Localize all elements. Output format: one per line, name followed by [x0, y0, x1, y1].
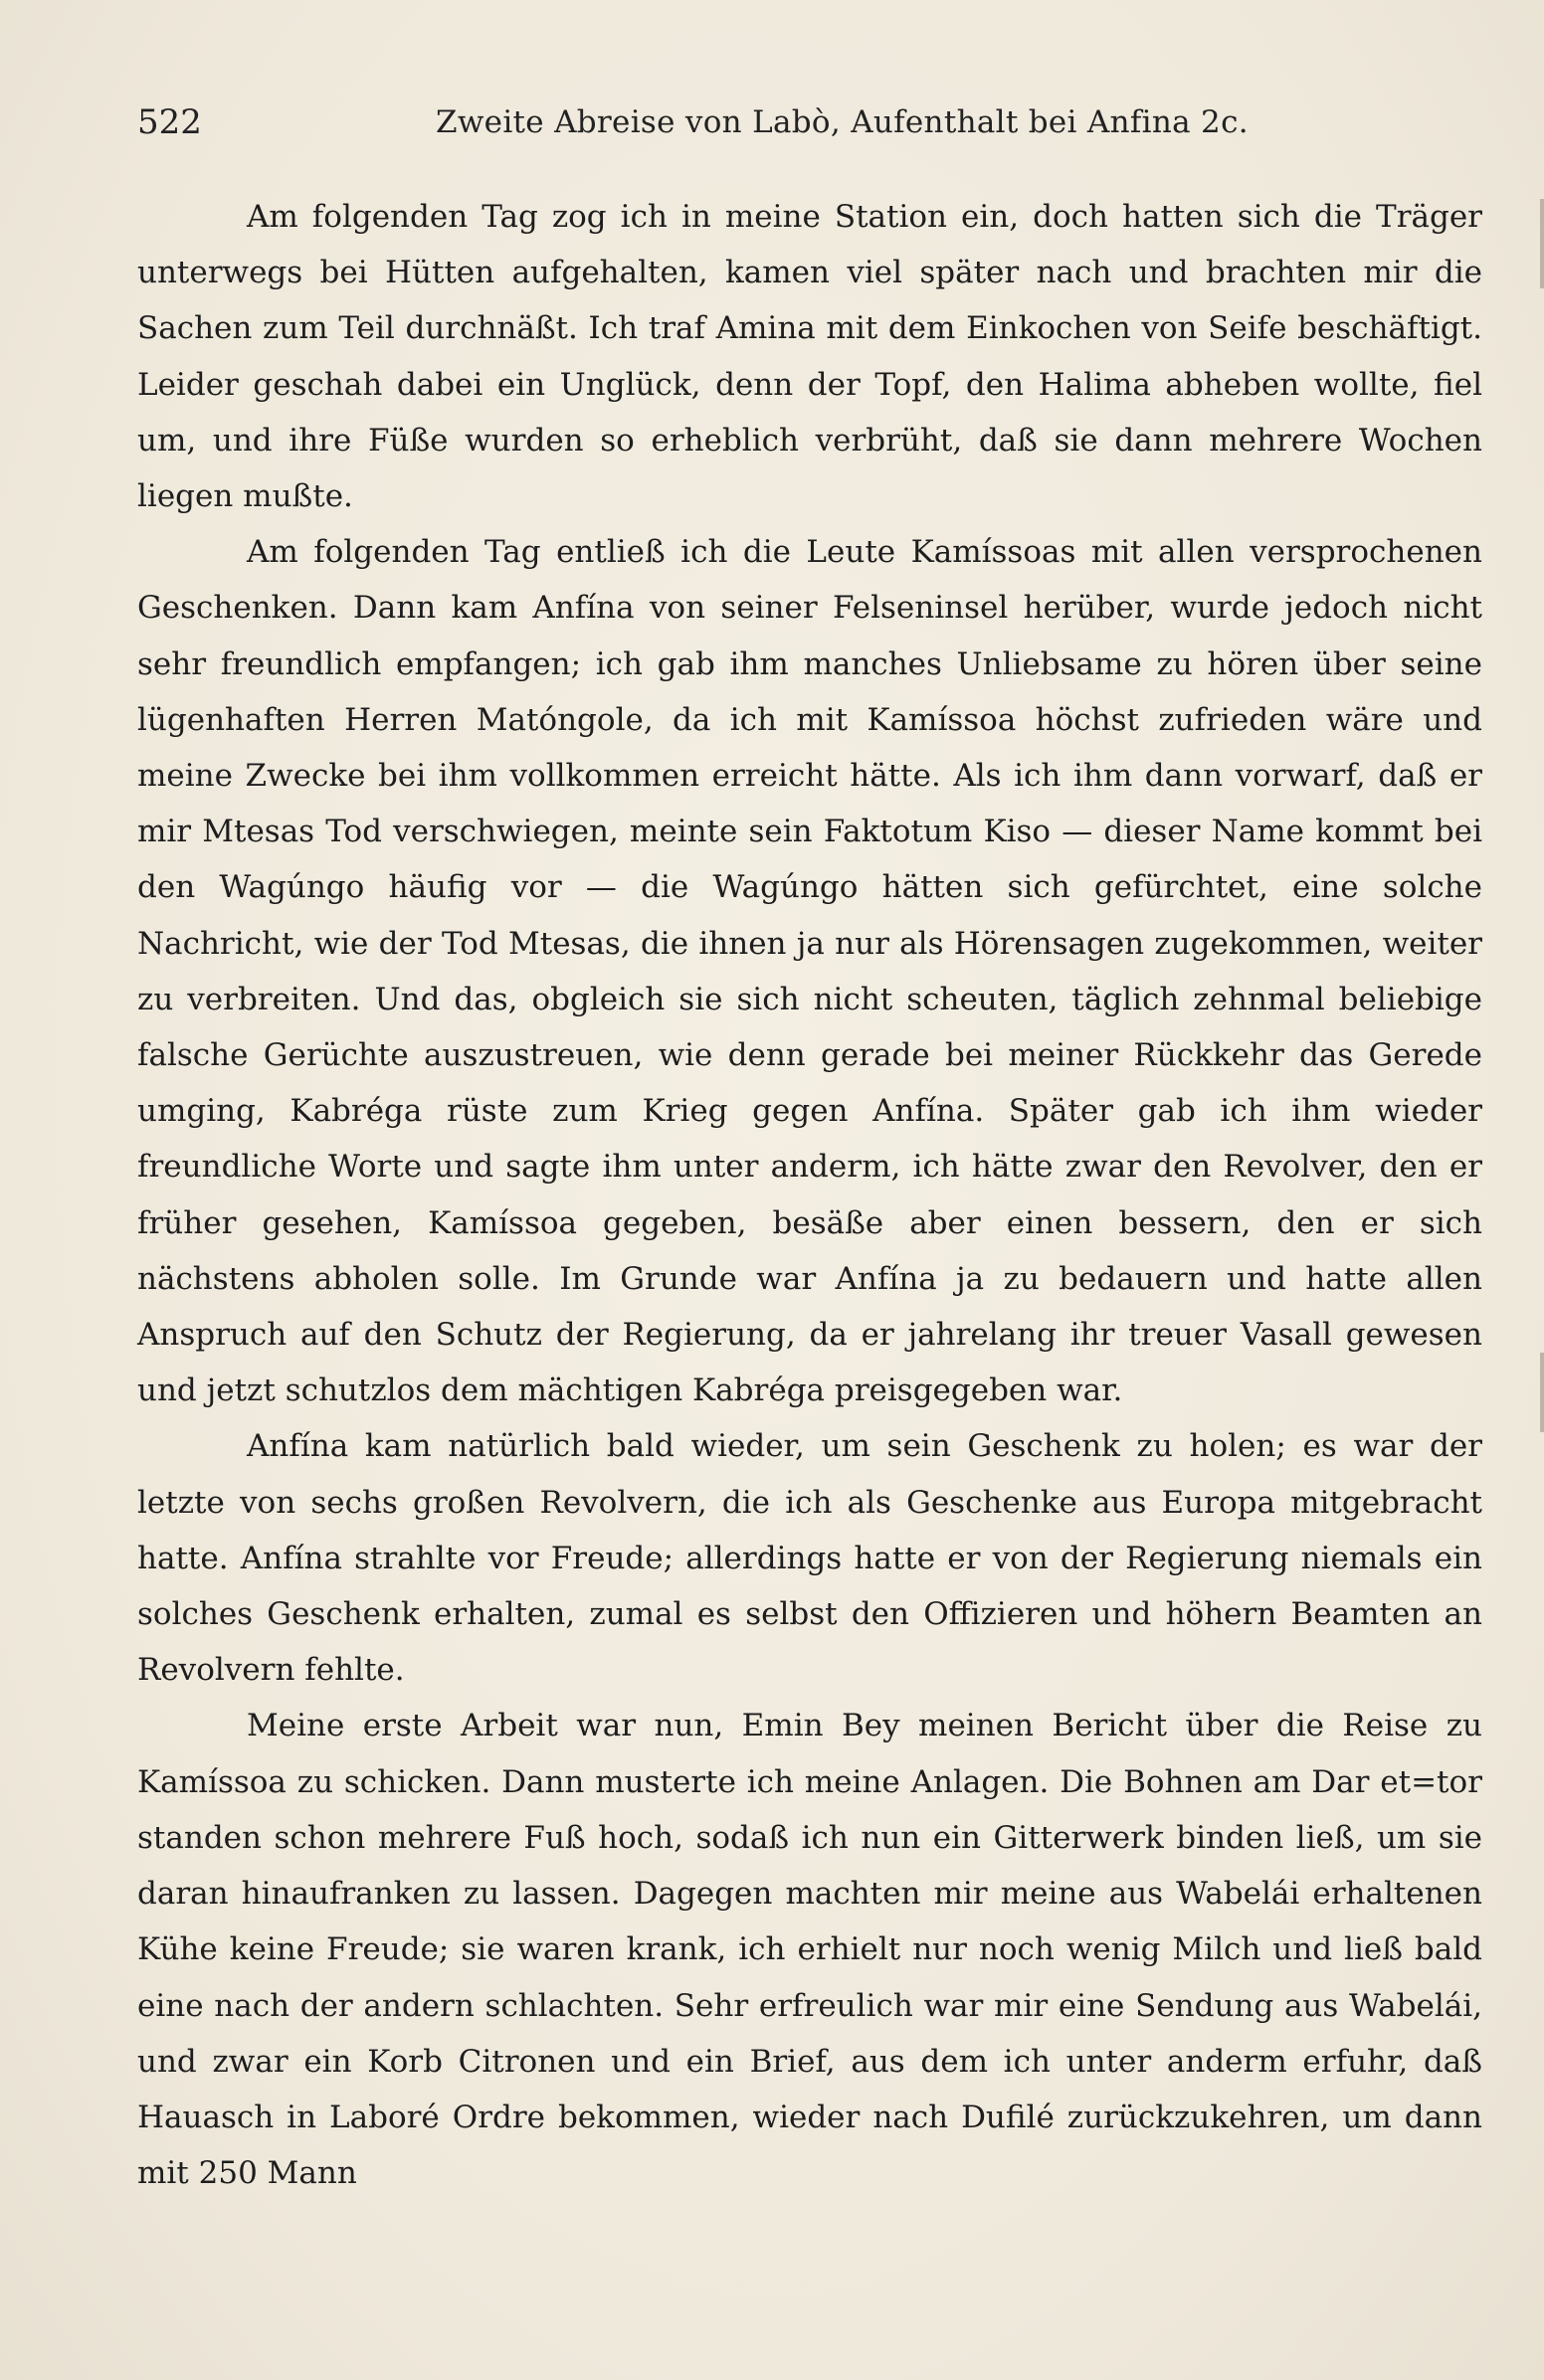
page-edge-mark: [1540, 199, 1544, 288]
page-number: 522: [137, 102, 202, 142]
page-edge-mark: [1540, 1353, 1544, 1432]
running-head: Zweite Abreise von Labò, Aufenthalt bei Anfina 2c.: [436, 104, 1249, 140]
paragraph-2: Am folgenden Tag entließ ich die Leute Kamíssoas mit allen versprochenen Geschenken. Dann kam Anfína von seiner Felseninsel herüber, wurde jedoch nicht sehr freundlich empfangen; ich gab ihm manches Unliebsame zu hören über seine lügenhaften Herren Matóngole, da ich mit Kamíssoa höchst zufrieden wäre und meine Zwecke bei ihm vollkommen erreicht hätte. Als ich ihm dann vorwarf, daß er mir Mtesas Tod verschwiegen, meinte sein Faktotum Kiso — dieser Name kommt bei den Wagúngo häufig vor — die Wagúngo hätten sich gefürchtet, eine solche Nachricht, wie der Tod Mtesas, die ihnen ja nur als Hörensagen zugekommen, weiter zu verbreiten. Und das, obgleich sie sich nicht scheuten, täglich zehnmal beliebige falsche Gerüchte auszustreuen, wie denn gerade bei meiner Rückkehr das Gerede umging, Kabréga rüste zum Krieg gegen Anfína. Später gab ich ihm wieder freundliche Worte und sagte ihm unter anderm, ich hätte zwar den Revolver, den er früher gesehen, Kamíssoa gegeben, besäße aber einen bessern, den er sich nächstens abholen solle. Im Grunde war Anfína ja zu bedauern und hatte allen Anspruch auf den Schutz der Regierung, da er jahrelang ihr treuer Vasall gewesen und jetzt schutzlos dem mächtigen Kabréga preisgegeben war.: [137, 534, 1482, 1409]
paragraph-1: Am folgenden Tag zog ich in meine Station ein, doch hatten sich die Träger unterwegs bei Hütten aufgehalten, kamen viel später nach und brachten mir die Sachen zum Teil durchnäßt. Ich traf Amina mit dem Einkochen von Seife beschäftigt. Leider geschah dabei ein Unglück, denn der Topf, den Halima abheben wollte, fiel um, und ihre Füße wurden so erheblich verbrüht, daß sie dann mehrere Wochen liegen mußte.: [137, 199, 1482, 515]
paragraph-4: Meine erste Arbeit war nun, Emin Bey meinen Bericht über die Reise zu Kamíssoa zu schicken. Dann musterte ich meine Anlagen. Die Bohnen am Dar et=tor standen schon mehrere Fuß hoch, sodaß ich nun ein Gitterwerk binden ließ, um sie daran hinaufranken zu lassen. Dagegen machten mir meine aus Wabelái erhaltenen Kühe keine Freude; sie waren krank, ich erhielt nur noch wenig Milch und ließ bald eine nach der andern schlachten. Sehr erfreulich war mir eine Sendung aus Wabelái, und zwar ein Korb Citronen und ein Brief, aus dem ich unter anderm erfuhr, daß Hauasch in Laboré Ordre bekommen, wieder nach Dufilé zurückzukehren, um dann mit 250 Mann: [137, 1708, 1482, 2192]
page-header: [137, 97, 1460, 147]
paragraph-3: Anfína kam natürlich bald wieder, um sein Geschenk zu holen; es war der letzte von sechs großen Revolvern, die ich als Geschenke aus Europa mitgebracht hatte. Anfína strahlte vor Freude; allerdings hatte er von der Regierung niemals ein solches Geschenk erhalten, zumal es selbst den Offizieren und höhern Beamten an Revolvern fehlte.: [137, 1428, 1482, 1689]
body-text: [137, 189, 1482, 2201]
